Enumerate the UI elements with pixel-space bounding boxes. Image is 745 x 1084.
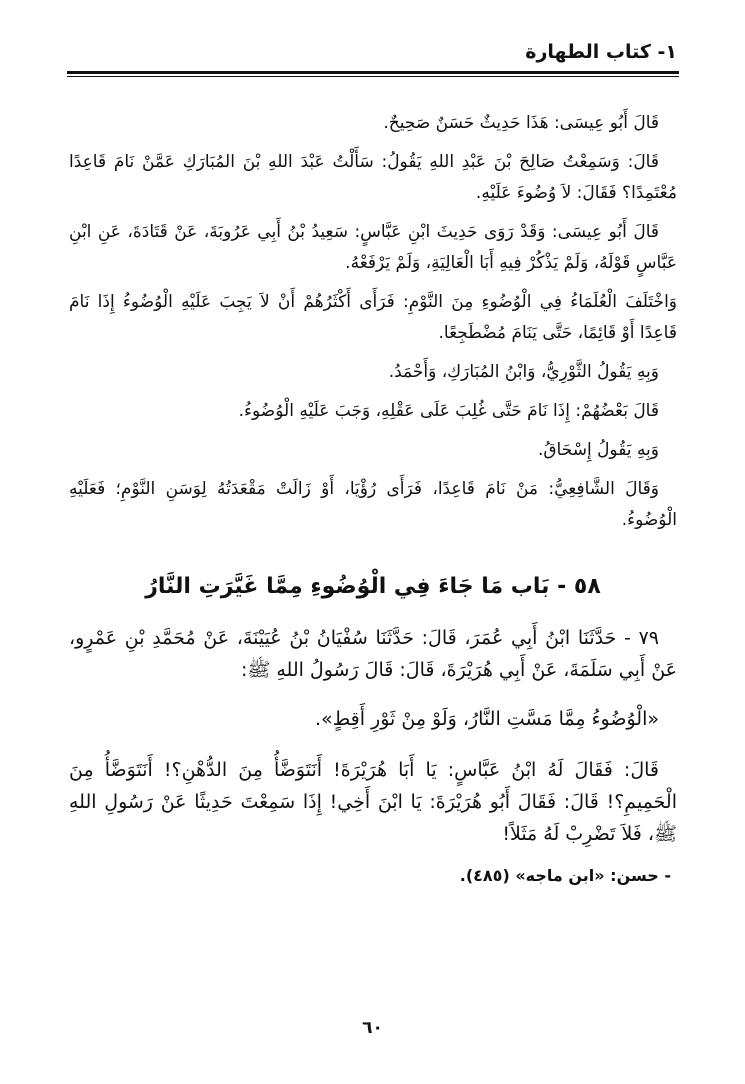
paragraph-some-scholars: قَالَ بَعْضُهُمْ: إِذَا نَامَ حَتَّى غُلِبَ عَلَى عَقْلِهِ، وَجَبَ عَلَيْهِ الْوُضُوءُ.: [238, 401, 659, 421]
running-title: ١- كتاب الطهارة: [525, 41, 677, 63]
paragraph-ibn-abbas-narration: قَالَ أَبُو عِيسَى: وَقَدْ رَوَى حَدِيثَ ابْنِ عَبَّاسٍ: سَعِيدُ بْنُ أَبِي عَرُوبَةَ، عَنْ قَتَادَةَ، عَنِ ابْنِ عَبَّاسٍ قَوْلَهُ، وَلَمْ يَذْكُرْ فِيهِ أَبَا الْعَالِيَةِ، وَلَمْ يَرْفَعْهُ.: [69, 222, 677, 273]
page-number: ٦٠: [362, 1018, 383, 1038]
hadith-matn: «الْوُضُوءُ مِمَّا مَسَّتِ النَّارُ، وَلَوْ مِنْ ثَوْرِ أَقِطٍ».: [314, 708, 659, 730]
paragraph-abu-isa-grade: قَالَ أَبُو عِيسَى: هَذَا حَدِيثٌ حَسَنٌ صَحِيحٌ.: [383, 113, 659, 133]
paragraph-ishaq-opinion: وَبِهِ يَقُولُ إِسْحَاقُ.: [537, 440, 659, 460]
hadith-dialog: قَالَ: فَقَالَ لَهُ ابْنُ عَبَّاسٍ: يَا أَبَا هُرَيْرَةَ! أَنَتَوَضَّأُ مِنَ الدُّهْنِ؟! أَنَتَوَضَّأُ مِنَ الْحَمِيمِ؟! قَالَ: فَقَالَ أَبُو هُرَيْرَةَ: يَا ابْنَ أَخِي! إِذَا سَمِعْتَ حَدِيثًا عَنْ رَسُولِ اللهِ ﷺ، فَلاَ تَضْرِبْ لَهُ مَثَلاً!: [69, 759, 677, 845]
hadith-grade: - حسن: «ابن ماجه» (٤٨٥).: [459, 866, 671, 885]
paragraph-scholars-disagreement: وَاخْتَلَفَ الْعُلَمَاءُ فِي الْوُضُوءِ مِنَ النَّوْمِ: فَرَأَى أَكْثَرُهُمْ أَنْ لاَ يَجِبَ عَلَيْهِ الْوُضُوءُ إِذَا نَامَ قَاعِدًا أَوْ قَائِمًا، حَتَّى يَنَامَ مُضْطَجِعًا.: [69, 292, 677, 343]
chapter-heading: ٥٨ - بَاب مَا جَاءَ فِي الْوُضُوءِ مِمَّا غَيَّرَتِ النَّارُ: [145, 574, 601, 599]
paragraph-thawri-opinion: وَبِهِ يَقُولُ الثَّوْرِيُّ، وَابْنُ المُبَارَكِ، وَأَحْمَدُ.: [388, 362, 659, 382]
paragraph-ibn-mubarak: قَالَ: وَسَمِعْتُ صَالِحَ بْنَ عَبْدِ اللهِ يَقُولُ: سَأَلْتُ عَبْدَ اللهِ بْنَ المُبَارَكِ عَمَّنْ نَامَ قَاعِدًا مُعْتَمِدًا؟ فَقَالَ: لاَ وُضُوءَ عَلَيْهِ.: [69, 152, 677, 203]
paragraph-shafii-opinion: وَقَالَ الشَّافِعِيُّ: مَنْ نَامَ قَاعِدًا، فَرَأَى رُؤْيَا، أَوْ زَالَتْ مَقْعَدَتُهُ لِوَسَنِ النَّوْمِ؛ فَعَلَيْهِ الْوُضُوءُ.: [69, 479, 677, 530]
header-rule: [67, 71, 679, 77]
page-body: [69, 108, 677, 890]
hadith-isnad: ٧٩ - حَدَّثَنَا ابْنُ أَبِي عُمَرَ، قَالَ: حَدَّثَنَا سُفْيَانُ بْنُ عُيَيْنَةَ، عَنْ مُحَمَّدِ بْنِ عَمْرٍو، عَنْ أَبِي سَلَمَةَ، عَنْ أَبِي هُرَيْرَةَ، قَالَ: قَالَ رَسُولُ اللهِ ﷺ:: [69, 627, 677, 681]
